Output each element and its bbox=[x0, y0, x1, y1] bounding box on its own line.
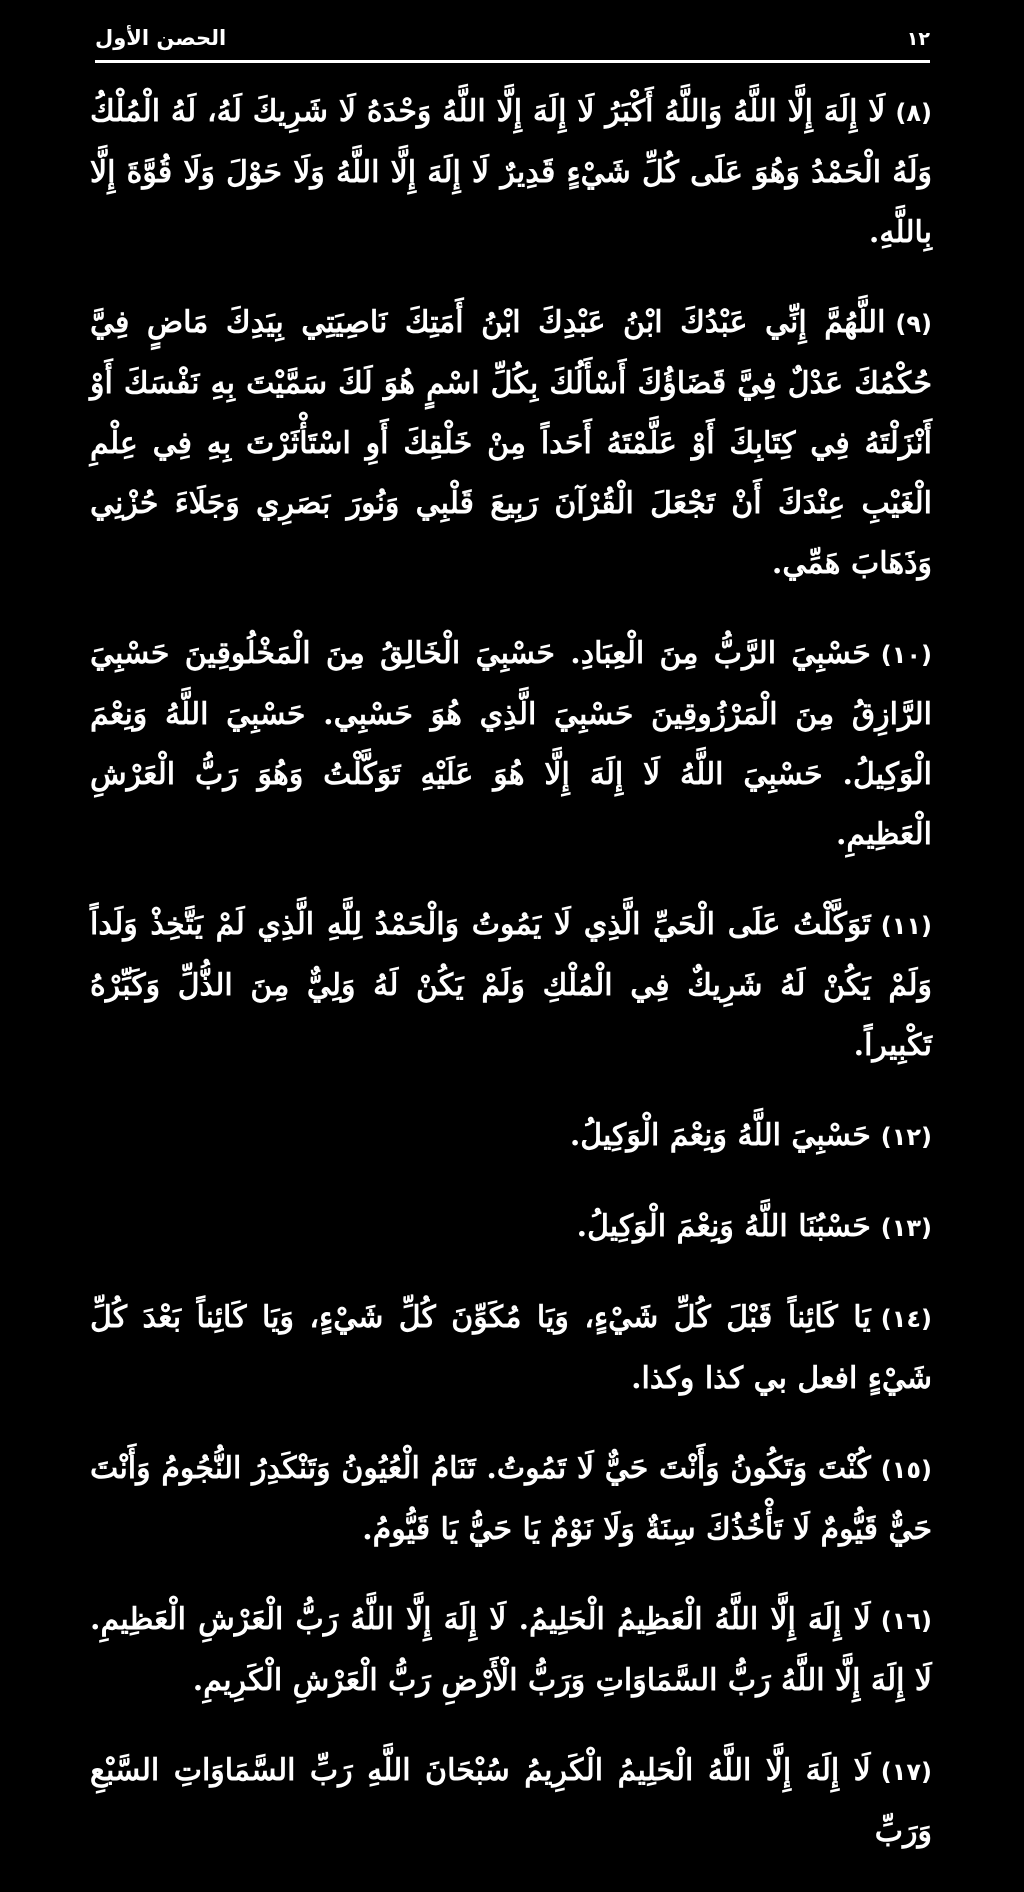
header-divider bbox=[95, 60, 930, 63]
running-header bbox=[95, 24, 930, 58]
item-number: (١٤) bbox=[880, 1305, 932, 1333]
item-number: (٩) bbox=[895, 310, 932, 338]
prayer-item-17 bbox=[90, 1741, 932, 1862]
item-number: (١٢) bbox=[880, 1123, 932, 1151]
item-number: (٨) bbox=[895, 99, 932, 127]
item-number: (١٠) bbox=[880, 641, 932, 669]
item-number: (١٧) bbox=[880, 1758, 932, 1786]
prayer-item-12 bbox=[90, 1106, 932, 1167]
prayer-item-13 bbox=[90, 1197, 932, 1258]
item-number: (١٣) bbox=[880, 1214, 932, 1242]
prayer-text-body bbox=[90, 82, 932, 1892]
item-number: (١١) bbox=[880, 912, 932, 940]
item-number: (١٥) bbox=[880, 1456, 932, 1484]
item-number: (١٦) bbox=[880, 1607, 932, 1635]
prayer-text: يَا كَائِناً قَبْلَ كُلِّ شَيْءٍ، وَيَا مُكَوِّنَ كُلِّ شَيْءٍ، وَيَا كَائِناً بَعْدَ كُلِّ شَيْءٍ افعل بي كذا وكذا. bbox=[90, 1300, 932, 1396]
prayer-item-11 bbox=[90, 895, 932, 1076]
prayer-text: اللَّهُمَّ إِنِّي عَبْدُكَ ابْنُ عَبْدِكَ ابْنُ أَمَتِكَ نَاصِيَتِي بِيَدِكَ مَاضٍ فِيَّ حُكْمُكَ عَدْلٌ فِيَّ قَضَاؤُكَ أَسْأَلُكَ بِكُلِّ اسْمٍ هُوَ لَكَ سَمَّيْتَ بِهِ نَفْسَكَ أَوْ أَنْزَلْتَهُ فِي كِتَابِكَ أَوْ عَلَّمْتَهُ أَحَداً مِنْ خَلْقِكَ أَوِ اسْتَأْثَرْتَ بِهِ فِي عِلْمِ الْغَيْبِ عِنْدَكَ أَنْ تَجْعَلَ الْقُرْآنَ رَبِيعَ قَلْبِي وَنُورَ بَصَرِي وَجَلَاءَ حُزْنِي وَذَهَابَ هَمِّي. bbox=[90, 305, 932, 581]
page-number: ١٢ bbox=[906, 28, 930, 50]
prayer-item-14 bbox=[90, 1288, 932, 1409]
prayer-item-16 bbox=[90, 1590, 932, 1711]
prayer-text: حَسْبِيَ الرَّبُّ مِنَ الْعِبَادِ. حَسْبِيَ الْخَالِقُ مِنَ الْمَخْلُوقِينَ حَسْبِيَ الرَّازِقُ مِنَ الْمَرْزُوقِينَ حَسْبِيَ الَّذِي هُوَ حَسْبِي. حَسْبِيَ اللَّهُ وَنِعْمَ الْوَكِيلُ. حَسْبِيَ اللَّهُ لَا إِلَهَ إِلَّا هُوَ عَلَيْهِ تَوَكَّلْتُ وَهُوَ رَبُّ الْعَرْشِ الْعَظِيمِ. bbox=[90, 636, 932, 852]
prayer-text: حَسْبِيَ اللَّهُ وَنِعْمَ الْوَكِيلُ. bbox=[569, 1118, 871, 1153]
prayer-text: حَسْبُنَا اللَّهُ وَنِعْمَ الْوَكِيلُ. bbox=[576, 1209, 871, 1244]
prayer-text: لَا إِلَهَ إِلَّا اللَّهُ الْحَلِيمُ الْكَرِيمُ سُبْحَانَ اللَّهِ رَبِّ السَّمَاوَاتِ السَّبْعِ وَرَبِّ bbox=[90, 1753, 932, 1849]
prayer-text: تَوَكَّلْتُ عَلَى الْحَيِّ الَّذِي لَا يَمُوتُ وَالْحَمْدُ لِلَّهِ الَّذِي لَمْ يَتَّخِذْ وَلَداً وَلَمْ يَكُنْ لَهُ شَرِيكٌ فِي الْمُلْكِ وَلَمْ يَكُنْ لَهُ وَلِيٌّ مِنَ الذُّلِّ وَكَبِّرْهُ تَكْبِيراً. bbox=[90, 907, 932, 1063]
prayer-item-8 bbox=[90, 82, 932, 263]
prayer-text: لَا إِلَهَ إِلَّا اللَّهُ وَاللَّهُ أَكْبَرُ لَا إِلَهَ إِلَّا اللَّهُ وَحْدَهُ لَا شَرِيكَ لَهُ، لَهُ الْمُلْكُ وَلَهُ الْحَمْدُ وَهُوَ عَلَى كُلِّ شَيْءٍ قَدِيرٌ لَا إِلَهَ إِلَّا اللَّهُ وَلَا حَوْلَ وَلَا قُوَّةَ إِلَّا بِاللَّهِ. bbox=[90, 94, 932, 250]
prayer-text: كُنْتَ وَتَكُونُ وَأَنْتَ حَيٌّ لَا تَمُوتُ. تَنَامُ الْعُيُونُ وَتَنْكَدِرُ النُّجُومُ وَأَنْتَ حَيٌّ قَيُّومٌ لَا تَأْخُذُكَ سِنَةٌ وَلَا نَوْمٌ يَا حَيُّ يَا قَيُّومُ. bbox=[90, 1451, 932, 1547]
chapter-title: الحصن الأول bbox=[95, 26, 227, 50]
prayer-item-10 bbox=[90, 624, 932, 865]
prayer-text: لَا إِلَهَ إِلَّا اللَّهُ الْعَظِيمُ الْحَلِيمُ. لَا إِلَهَ إِلَّا اللَّهُ رَبُّ الْعَرْشِ الْعَظِيمِ. لَا إِلَهَ إِلَّا اللَّهُ رَبُّ السَّمَاوَاتِ وَرَبُّ الْأَرْضِ رَبُّ الْعَرْشِ الْكَرِيمِ. bbox=[90, 1602, 932, 1698]
prayer-item-9 bbox=[90, 293, 932, 594]
prayer-item-15 bbox=[90, 1439, 932, 1560]
